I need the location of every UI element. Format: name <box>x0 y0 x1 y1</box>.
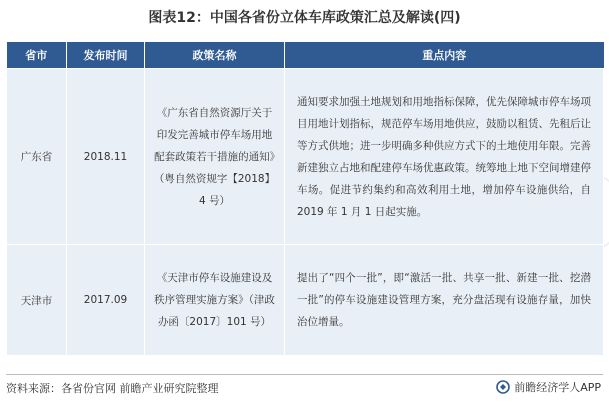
page-title: 图表12：中国各省份立体车库政策汇总及解读(四) <box>148 10 461 26</box>
brand-name: 前瞻经济学人APP <box>514 381 601 394</box>
table-header-row <box>7 42 604 69</box>
qianzhan-logo-icon <box>496 380 510 394</box>
header-province: 省市 <box>7 42 67 69</box>
table-row <box>7 245 604 356</box>
date-cell: 2018.11 <box>67 69 145 245</box>
source-note: 资料来源：各省份官网 前瞻产业研究院整理 <box>6 382 219 395</box>
footer-divider <box>6 374 603 375</box>
policy-content-cell: 提出了“四个一批”，即“激活一批、共享一批、新建一批、挖潜一批”的停车设施建设管理方案，充分盘活现有设施存量，加快治位增量。 <box>285 245 604 356</box>
policy-name-cell: 《广东省自然资源厅关于印发完善城市停车场用地配套政策若干措施的通知》（粤自然资规字【2018】4 号） <box>145 69 285 245</box>
header-policy-name: 政策名称 <box>145 42 285 69</box>
policy-name-cell: 《天津市停车设施建设及秩序管理实施方案》（津政办函〔2017〕101 号） <box>145 245 285 356</box>
policy-content-cell: 通知要求加强土地规划和用地指标保障，优先保障城市停车场项目用地计划指标，规范停车场用地供应，鼓励以租赁、先租后让等方式供地；进一步明确多种供应方式下的土地使用年限。完善新建独立占地和配建停车场优惠政策。统筹地上地下空间增建停车场。促进节约集约和高效利用土地，增加停车设施供给，自 2019 年 1 月 1 日起实施。 <box>285 69 604 245</box>
table-row <box>7 69 604 245</box>
province-cell: 天津市 <box>7 245 67 356</box>
header-key-content: 重点内容 <box>285 42 604 69</box>
province-cell: 广东省 <box>7 69 67 245</box>
policy-table <box>6 42 604 356</box>
date-cell: 2017.09 <box>67 245 145 356</box>
header-date: 发布时间 <box>67 42 145 69</box>
brand-credit <box>496 379 601 395</box>
